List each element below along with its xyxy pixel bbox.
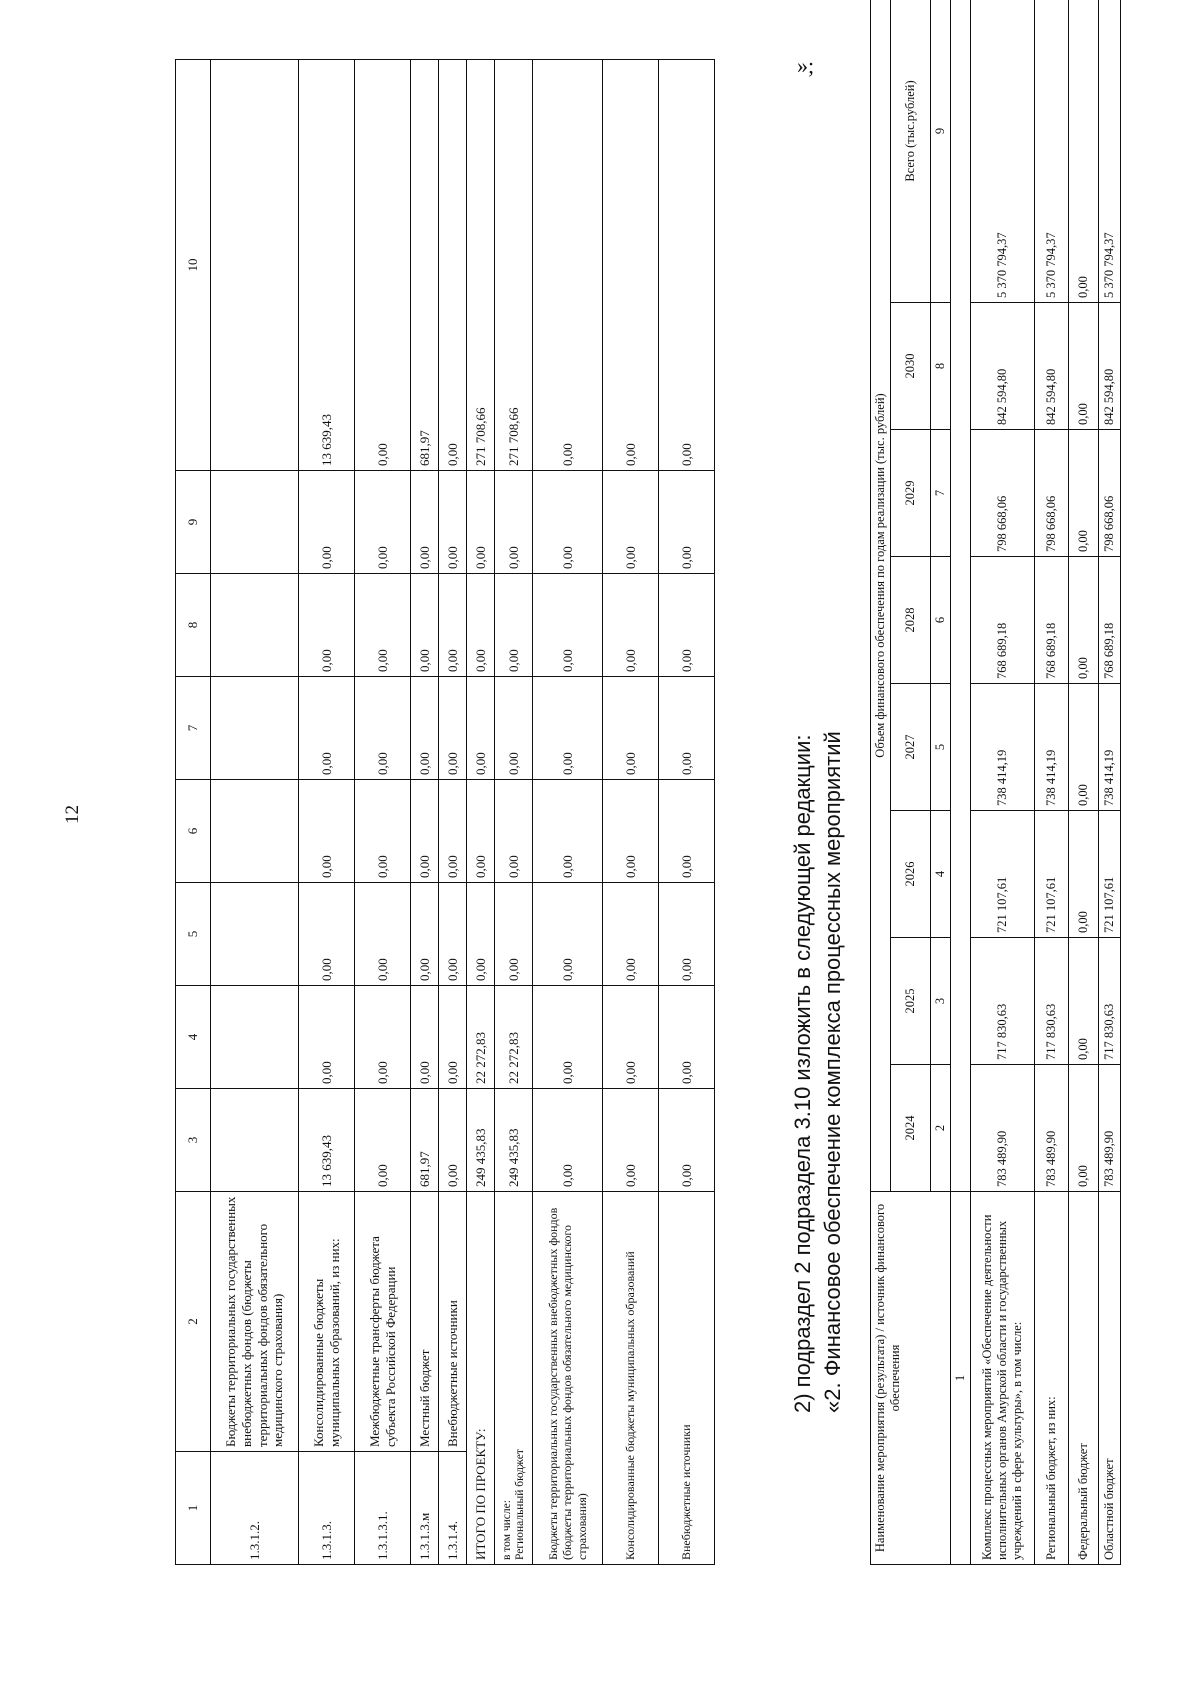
value-cell: 0,00 [1069, 430, 1099, 557]
row-code: 1.3.1.3.м [411, 1452, 439, 1565]
value-cell: 0,00 [467, 574, 495, 677]
column-number: 5 [176, 883, 211, 986]
value-cell: 0,00 [467, 471, 495, 574]
value-cell: 0,00 [1069, 557, 1099, 684]
table-row [299, 60, 355, 1565]
value-cell: 783 489,90 [1099, 1065, 1121, 1192]
value-cell: 13 639,43 [299, 60, 355, 471]
value-cell: 783 489,90 [1035, 1065, 1069, 1192]
column-number: 8 [931, 303, 951, 430]
row-name: Комплекс процессных мероприятий «Обеспечение деятельности исполнительных органов Амурской области и государственных учреждений в сфере культуры», в том числе: [971, 1192, 1035, 1565]
value-cell: 0,00 [439, 1089, 467, 1192]
heading-line-2: «2. Финансовое обеспечение комплекса процессных мероприятий [820, 731, 845, 1413]
table-row [355, 60, 411, 1565]
value-cell: 0,00 [659, 1089, 715, 1192]
value-cell: 738 414,19 [971, 684, 1035, 811]
column-number: 8 [176, 574, 211, 677]
column-number: 1 [176, 1452, 211, 1565]
value-cell: 0,00 [533, 780, 603, 883]
column-number: 1 [951, 1192, 971, 1565]
value-cell: 0,00 [439, 471, 467, 574]
value-cell: 0,00 [603, 471, 659, 574]
column-number: 9 [176, 471, 211, 574]
row-name: Региональный бюджет, из них: [1035, 1192, 1069, 1565]
row-code: 1.3.1.2. [211, 1452, 299, 1565]
section-heading [788, 731, 848, 1413]
row-name: Областной бюджет [1099, 1192, 1121, 1565]
value-cell [211, 780, 299, 883]
value-cell: 0,00 [659, 780, 715, 883]
value-cell: 0,00 [411, 986, 439, 1089]
value-cell: 0,00 [355, 60, 411, 471]
value-cell: 842 594,80 [1035, 303, 1069, 430]
funding-table-continuation [175, 59, 715, 1565]
table-row [533, 60, 603, 1565]
value-cell: 0,00 [495, 574, 533, 677]
row-name: Внебюджетные источники [439, 1192, 467, 1452]
column-number: 7 [176, 677, 211, 780]
value-cell: 681,97 [411, 60, 439, 471]
value-cell: 0,00 [1069, 1065, 1099, 1192]
column-number: 6 [931, 557, 951, 684]
value-cell: 0,00 [355, 780, 411, 883]
row-label-name: Региональный бюджет [513, 1449, 526, 1560]
value-cell: 0,00 [603, 677, 659, 780]
table-row [971, 0, 1035, 1565]
value-cell: 721 107,61 [1035, 811, 1069, 938]
value-cell: 0,00 [533, 1089, 603, 1192]
value-cell: 0,00 [467, 780, 495, 883]
value-cell: 0,00 [659, 883, 715, 986]
value-cell: 5 370 794,37 [971, 0, 1035, 303]
value-cell: 0,00 [355, 471, 411, 574]
value-cell: 0,00 [439, 60, 467, 471]
value-cell: 798 668,06 [1099, 430, 1121, 557]
value-cell: 0,00 [659, 60, 715, 471]
value-cell: 0,00 [495, 883, 533, 986]
page-number: 12 [62, 805, 83, 824]
table-row [659, 60, 715, 1565]
value-cell: 0,00 [603, 883, 659, 986]
value-cell: 783 489,90 [971, 1065, 1035, 1192]
value-cell: 0,00 [299, 780, 355, 883]
value-cell: 0,00 [355, 574, 411, 677]
value-cell: 681,97 [411, 1089, 439, 1192]
name-header: Наименование мероприятия (результата) / источник финансового обеспечения [871, 1192, 951, 1565]
value-cell: 0,00 [603, 60, 659, 471]
value-cell: 0,00 [439, 883, 467, 986]
value-cell: 0,00 [495, 677, 533, 780]
value-cell: 0,00 [411, 780, 439, 883]
value-cell: 0,00 [355, 883, 411, 986]
value-cell: 5 370 794,37 [1099, 0, 1121, 303]
value-cell: 798 668,06 [1035, 430, 1069, 557]
value-cell: 271 708,66 [467, 60, 495, 471]
row-label: ИТОГО ПО ПРОЕКТУ: [467, 1192, 495, 1565]
column-number: 5 [931, 684, 951, 811]
column-number: 6 [176, 780, 211, 883]
closing-quote: »; [797, 53, 815, 78]
value-cell [211, 471, 299, 574]
table-row [211, 60, 299, 1565]
value-cell: 5 370 794,37 [1035, 0, 1069, 303]
value-cell: 0,00 [603, 574, 659, 677]
value-cell: 0,00 [439, 780, 467, 883]
row-label-prefix: в том числе: [500, 1500, 513, 1560]
year-header: 2027 [891, 684, 931, 811]
value-cell: 0,00 [1069, 303, 1099, 430]
value-cell [211, 574, 299, 677]
value-cell: 22 272,83 [495, 986, 533, 1089]
value-cell: 0,00 [299, 677, 355, 780]
row-code: 1.3.1.3.1. [355, 1452, 411, 1565]
table-row [603, 60, 659, 1565]
table-row [1069, 0, 1099, 1565]
year-header: 2029 [891, 430, 931, 557]
value-cell: 0,00 [411, 677, 439, 780]
row-code: 1.3.1.3. [299, 1452, 355, 1565]
rotated-page-content [105, 55, 1135, 1565]
value-cell: 271 708,66 [495, 60, 533, 471]
value-cell: 717 830,63 [971, 938, 1035, 1065]
value-cell: 0,00 [1069, 938, 1099, 1065]
value-cell: 0,00 [533, 883, 603, 986]
value-cell: 0,00 [411, 574, 439, 677]
row-code: 1.3.1.4. [439, 1452, 467, 1565]
value-cell: 0,00 [603, 986, 659, 1089]
value-cell: 0,00 [659, 574, 715, 677]
table-row [411, 60, 439, 1565]
value-cell: 0,00 [299, 574, 355, 677]
value-cell: 0,00 [299, 986, 355, 1089]
year-header: 2028 [891, 557, 931, 684]
row-label [495, 1192, 533, 1565]
value-cell: 768 689,18 [971, 557, 1035, 684]
value-cell: 0,00 [495, 780, 533, 883]
value-cell: 0,00 [355, 986, 411, 1089]
value-cell: 0,00 [659, 986, 715, 1089]
value-cell: 0,00 [355, 677, 411, 780]
row-name: Местный бюджет [411, 1192, 439, 1452]
table-row [1035, 0, 1069, 1565]
row-label: Консолидированные бюджеты муниципальных образований [603, 1192, 659, 1565]
value-cell: 0,00 [411, 471, 439, 574]
header-spacer [951, 0, 971, 1192]
table-header-row [951, 0, 971, 1565]
value-cell: 0,00 [1069, 811, 1099, 938]
row-name: Бюджеты территориальных государственных внебюджетных фондов (бюджеты территориальных фондов обязательного медицинского страхования) [211, 1192, 299, 1452]
value-cell: 738 414,19 [1035, 684, 1069, 811]
value-cell: 13 639,43 [299, 1089, 355, 1192]
value-cell: 0,00 [411, 883, 439, 986]
column-number: 4 [176, 986, 211, 1089]
value-cell: 0,00 [659, 677, 715, 780]
row-label: Бюджеты территориальных государственных внебюджетных фондов (бюджеты территориальных фондов обязательного медицинского страхования) [533, 1192, 603, 1565]
row-name: Федеральный бюджет [1069, 1192, 1099, 1565]
value-cell: 0,00 [533, 471, 603, 574]
value-cell: 0,00 [299, 471, 355, 574]
value-cell: 0,00 [603, 1089, 659, 1192]
column-number: 7 [931, 430, 951, 557]
row-name: Межбюджетные трансферты бюджета субъекта Российской Федерации [355, 1192, 411, 1452]
value-cell: 0,00 [1069, 684, 1099, 811]
value-cell: 0,00 [533, 986, 603, 1089]
value-cell: 0,00 [355, 1089, 411, 1192]
value-cell: 0,00 [439, 986, 467, 1089]
value-cell: 0,00 [439, 574, 467, 677]
value-cell: 717 830,63 [1099, 938, 1121, 1065]
value-cell: 0,00 [495, 471, 533, 574]
column-number: 4 [931, 811, 951, 938]
value-cell: 842 594,80 [1099, 303, 1121, 430]
value-cell: 0,00 [467, 677, 495, 780]
table-row [467, 60, 495, 1565]
value-cell: 0,00 [1069, 0, 1099, 303]
year-header: 2030 [891, 303, 931, 430]
value-cell: 0,00 [533, 677, 603, 780]
value-cell: 842 594,80 [971, 303, 1035, 430]
total-header: Всего (тыс.рублей) [891, 0, 931, 303]
column-number: 10 [176, 60, 211, 471]
value-cell: 0,00 [659, 471, 715, 574]
value-cell: 721 107,61 [971, 811, 1035, 938]
value-cell: 798 668,06 [971, 430, 1035, 557]
table-header-row [176, 60, 211, 1565]
value-cell: 0,00 [439, 677, 467, 780]
value-cell: 717 830,63 [1035, 938, 1069, 1065]
table-header-row [871, 0, 891, 1565]
value-cell: 249 435,83 [467, 1089, 495, 1192]
column-number: 2 [176, 1192, 211, 1452]
value-cell: 768 689,18 [1099, 557, 1121, 684]
year-header: 2024 [891, 1065, 931, 1192]
value-cell [211, 60, 299, 471]
value-cell [211, 1089, 299, 1192]
process-measures-funding-table [870, 0, 1121, 1565]
year-header: 2025 [891, 938, 931, 1065]
value-cell: 22 272,83 [467, 986, 495, 1089]
value-cell: 0,00 [533, 574, 603, 677]
value-cell: 768 689,18 [1035, 557, 1069, 684]
value-cell [211, 986, 299, 1089]
value-cell: 0,00 [299, 883, 355, 986]
heading-line-1: 2) подраздел 2 подраздела 3.10 изложить в следующей редакции: [790, 734, 815, 1413]
value-cell [211, 883, 299, 986]
column-number: 3 [176, 1089, 211, 1192]
table-row [495, 60, 533, 1565]
column-number: 3 [931, 938, 951, 1065]
row-name: Консолидированные бюджеты муниципальных образований, из них: [299, 1192, 355, 1452]
table-row [1099, 0, 1121, 1565]
column-number: 2 [931, 1065, 951, 1192]
value-cell [211, 677, 299, 780]
value-cell: 0,00 [467, 883, 495, 986]
table-row [439, 60, 467, 1565]
value-cell: 249 435,83 [495, 1089, 533, 1192]
column-number: 9 [931, 0, 951, 303]
row-label: Внебюджетные источники [659, 1192, 715, 1565]
volume-header: Объем финансового обеспечения по годам реализации (тыс. рублей) [871, 0, 891, 1192]
value-cell: 0,00 [603, 780, 659, 883]
year-header: 2026 [891, 811, 931, 938]
value-cell: 721 107,61 [1099, 811, 1121, 938]
value-cell: 0,00 [533, 60, 603, 471]
value-cell: 738 414,19 [1099, 684, 1121, 811]
